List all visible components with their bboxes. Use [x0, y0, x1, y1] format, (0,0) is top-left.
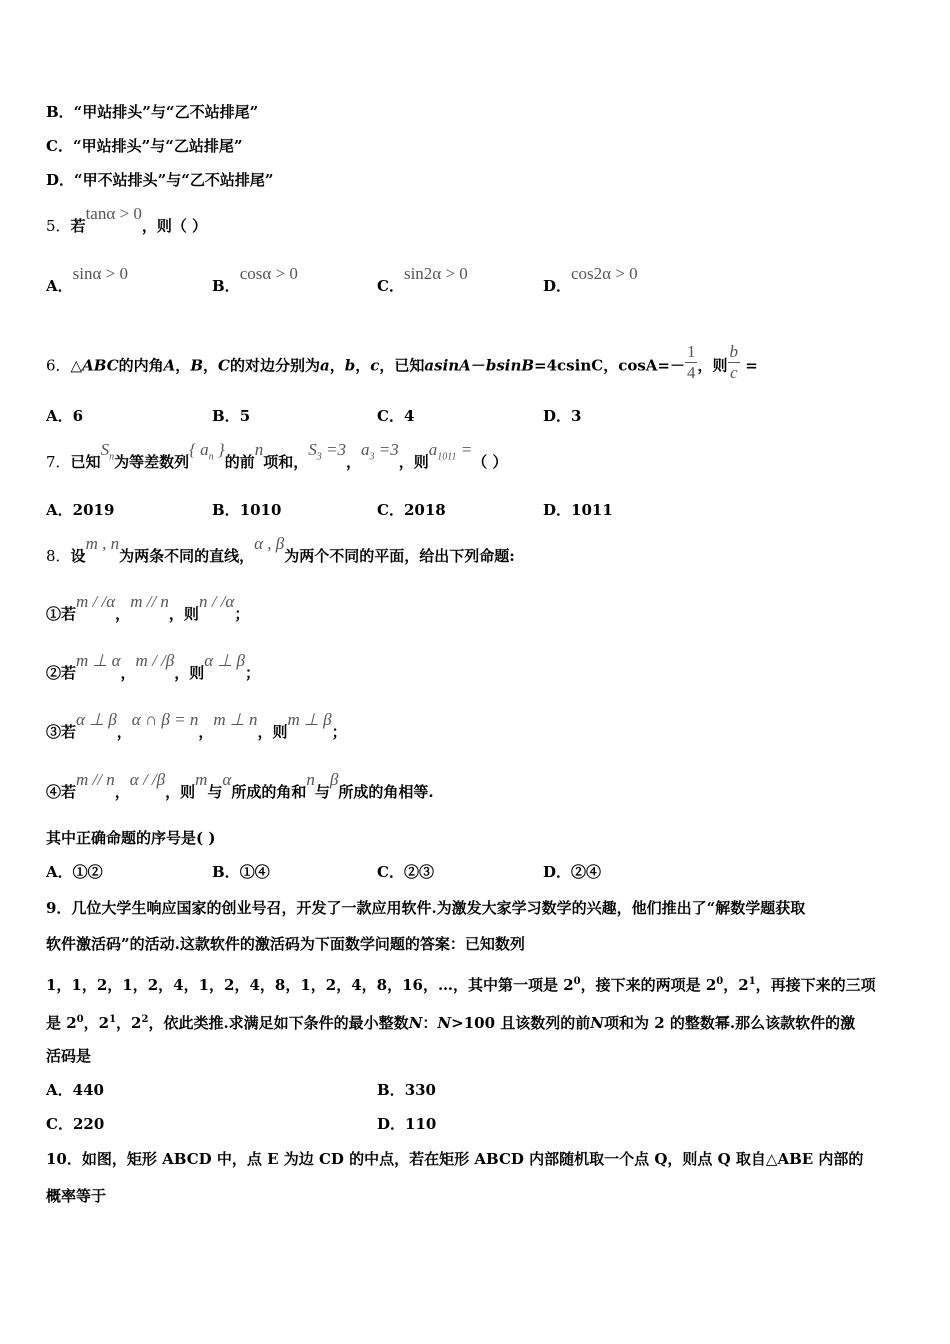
- q5-condition: tanα > 0: [85, 204, 142, 223]
- q9-line-4: 是 $2^0$，$2^1$，$2^2$，依此类推.求满足如下条件的最小整数N：N>100 且该数列的前N项和为 2 的整数幂.那么该款软件的激: [46, 1014, 856, 1032]
- q9-option-a: A．440: [46, 1081, 104, 1099]
- q6-option-c: C．4: [377, 407, 415, 425]
- q9-line-5: 活码是: [46, 1047, 92, 1065]
- q5-option-a: A．sinα > 0: [46, 264, 128, 295]
- q4-option-c: C．“甲站排头”与“乙站排尾”: [46, 137, 243, 155]
- q5-pre: 若: [70, 217, 86, 235]
- q4-option-d: D．“甲不站排头”与“乙不站排尾”: [46, 171, 274, 189]
- q8-stem: 8．设m , n为两条不同的直线，α , β为两个不同的平面，给出下列命题:: [46, 534, 515, 565]
- q8-option-d: D．②④: [543, 863, 602, 881]
- q8-proposition-1: ①若m / /α，m // n，则n / /α；: [46, 592, 250, 623]
- q7-stem: 7．已知$S_n$为等差数列{ $a_n$ }的前n项和，$S_3 =3$，$a_3 =3$，则$a_{1011}$ =（ ）: [46, 440, 508, 471]
- q8-option-c: C．②③: [377, 863, 434, 881]
- q6-stem: 6．△ABC的内角A，B，C的对边分别为a，b，c，已知asinA－bsinB=4csinC，cosA=－ $\frac{1}{4}$ ，则 $\frac{b}{c}$ =: [46, 342, 758, 382]
- q5-option-c: C．sin2α > 0: [377, 264, 468, 295]
- q9-line-1: 9．几位大学生响应国家的创业号召，开发了一款应用软件.为激发大家学习数学的兴趣，他们推出了“解数学题获取: [46, 899, 806, 917]
- q5-stem: [46, 204, 208, 236]
- q8-proposition-2: ②若m ⊥ α，m / /β，则α ⊥ β；: [46, 651, 260, 682]
- q4-option-b: B．“甲站排头”与“乙不站排尾”: [46, 103, 259, 121]
- q5-post: ，则（ ）: [141, 217, 208, 235]
- q9-option-d: D．110: [377, 1115, 437, 1133]
- q7-option-c: C．2018: [377, 501, 446, 519]
- q7-option-b: B．1010: [212, 501, 282, 519]
- q6-option-b: B．5: [212, 407, 251, 425]
- q5-option-d: D．cos2α > 0: [543, 264, 638, 295]
- q8-option-a: A．①②: [46, 863, 103, 881]
- q8-proposition-4: ④若m // n，α / /β，则m与α所成的角和n与β所成的角相等.: [46, 770, 434, 801]
- q10-line-2: 概率等于: [46, 1187, 107, 1205]
- q8-option-b: B．①④: [212, 863, 270, 881]
- q9-option-b: B．330: [377, 1081, 436, 1099]
- q9-line-3: 1，1，2，1，2，4，1，2，4，8，1，2，4，8，16，…，其中第一项是 $2^0$，接下来的两项是 $2^0$，$2^1$，再接下来的三项: [46, 976, 876, 994]
- q6-option-d: D．3: [543, 407, 582, 425]
- q10-line-1: 10．如图，矩形 ABCD 中，点 E 为边 CD 的中点，若在矩形 ABCD 内部随机取一个点 Q，则点 Q 取自△ABE 内部的: [46, 1150, 864, 1168]
- q9-option-c: C．220: [46, 1115, 105, 1133]
- q5-option-b: B．cosα > 0: [212, 264, 298, 295]
- q6-fraction-b-over-c: $\frac{b}{c}$: [729, 342, 738, 382]
- q7-option-a: A．2019: [46, 501, 115, 519]
- q8-proposition-3: ③若α ⊥ β，α ∩ β = n，m ⊥ n，则m ⊥ β；: [46, 710, 347, 741]
- q8-question: 其中正确命题的序号是( ): [46, 829, 216, 847]
- q6-fraction-one-quarter: $\frac{1}{4}$: [686, 342, 696, 382]
- q7-option-d: D．1011: [543, 501, 613, 519]
- q6-option-a: A．6: [46, 407, 84, 425]
- q5-number: 5．: [46, 217, 71, 235]
- q9-line-2: 软件激活码”的活动.这款软件的激活码为下面数学问题的答案：已知数列: [46, 935, 525, 953]
